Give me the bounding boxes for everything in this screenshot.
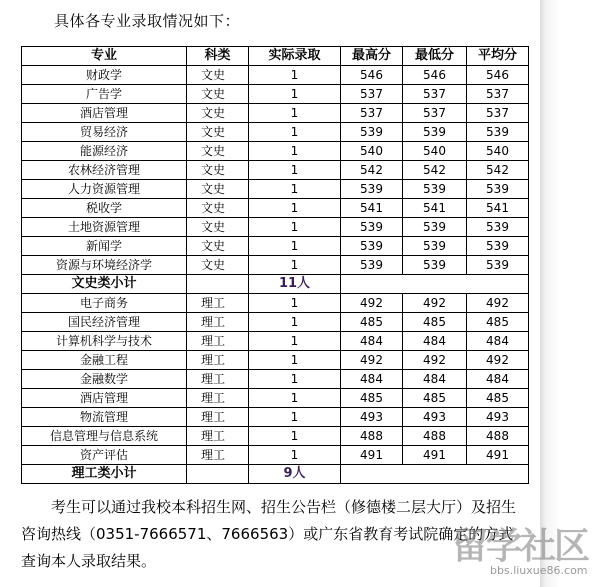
cell-max: 485 — [341, 389, 403, 408]
subtotal-count: 9人 — [249, 465, 341, 484]
cell-count: 1 — [249, 123, 341, 142]
table-row — [22, 180, 529, 199]
cell-min: 539 — [403, 218, 467, 237]
header-type: 科类 — [187, 47, 249, 66]
cell-major: 信息管理与信息系统 — [22, 427, 187, 446]
cell-min: 493 — [403, 408, 467, 427]
table-header-row — [22, 47, 529, 66]
cell-type: 文史 — [187, 142, 249, 161]
cell-avg: 541 — [467, 199, 529, 218]
cell-major: 新闻学 — [22, 237, 187, 256]
cell-major: 税收学 — [22, 199, 187, 218]
cell-type: 文史 — [187, 161, 249, 180]
cell-count: 1 — [249, 446, 341, 465]
cell-type: 理工 — [187, 427, 249, 446]
subtotal-empty — [341, 465, 529, 484]
cell-min: 541 — [403, 199, 467, 218]
table-row — [22, 313, 529, 332]
cell-count: 1 — [249, 256, 341, 275]
cell-avg: 540 — [467, 142, 529, 161]
cell-major: 国民经济管理 — [22, 313, 187, 332]
liberal-subtotal-row — [22, 275, 529, 294]
cell-major: 资产评估 — [22, 446, 187, 465]
cell-type: 文史 — [187, 256, 249, 275]
cell-min: 537 — [403, 104, 467, 123]
cell-major: 土地资源管理 — [22, 218, 187, 237]
cell-avg: 493 — [467, 408, 529, 427]
watermark — [450, 518, 610, 587]
cell-type: 文史 — [187, 123, 249, 142]
cell-major: 电子商务 — [22, 294, 187, 313]
cell-avg: 537 — [467, 104, 529, 123]
table-row — [22, 427, 529, 446]
cell-min: 485 — [403, 389, 467, 408]
cell-count: 1 — [249, 161, 341, 180]
cell-type: 理工 — [187, 389, 249, 408]
cell-min: 488 — [403, 427, 467, 446]
cell-count: 1 — [249, 66, 341, 85]
cell-max: 540 — [341, 142, 403, 161]
header-count: 实际录取 — [249, 47, 341, 66]
cell-min: 492 — [403, 294, 467, 313]
cell-count: 1 — [249, 218, 341, 237]
table-row — [22, 123, 529, 142]
subtotal-count: 11人 — [249, 275, 341, 294]
cell-min: 546 — [403, 66, 467, 85]
cell-max: 539 — [341, 123, 403, 142]
cell-max: 546 — [341, 66, 403, 85]
cell-avg: 539 — [467, 180, 529, 199]
cell-min: 491 — [403, 446, 467, 465]
cell-major: 酒店管理 — [22, 104, 187, 123]
cell-min: 542 — [403, 161, 467, 180]
subtotal-empty — [187, 275, 249, 294]
cell-avg: 485 — [467, 389, 529, 408]
cell-avg: 492 — [467, 294, 529, 313]
cell-avg: 539 — [467, 256, 529, 275]
cell-max: 539 — [341, 237, 403, 256]
cell-max: 539 — [341, 218, 403, 237]
cell-min: 485 — [403, 313, 467, 332]
cell-type: 理工 — [187, 313, 249, 332]
cell-count: 1 — [249, 351, 341, 370]
cell-count: 1 — [249, 142, 341, 161]
table-row — [22, 332, 529, 351]
cell-count: 1 — [249, 180, 341, 199]
cell-major: 广告学 — [22, 85, 187, 104]
cell-min: 537 — [403, 85, 467, 104]
header-max: 最高分 — [341, 47, 403, 66]
table-row — [22, 351, 529, 370]
cell-major: 酒店管理 — [22, 389, 187, 408]
cell-max: 539 — [341, 256, 403, 275]
cell-count: 1 — [249, 427, 341, 446]
table-row — [22, 66, 529, 85]
cell-major: 金融工程 — [22, 351, 187, 370]
cell-count: 1 — [249, 408, 341, 427]
subtotal-empty — [187, 465, 249, 484]
cell-type: 文史 — [187, 180, 249, 199]
table-row — [22, 218, 529, 237]
cell-min: 539 — [403, 123, 467, 142]
table-row — [22, 256, 529, 275]
cell-max: 537 — [341, 104, 403, 123]
cell-count: 1 — [249, 313, 341, 332]
cell-major: 农林经济管理 — [22, 161, 187, 180]
table-row — [22, 104, 529, 123]
cell-avg: 539 — [467, 237, 529, 256]
cell-avg: 492 — [467, 351, 529, 370]
header-major: 专业 — [22, 47, 187, 66]
cell-avg: 485 — [467, 313, 529, 332]
table-row — [22, 199, 529, 218]
cell-max: 484 — [341, 332, 403, 351]
cell-type: 理工 — [187, 408, 249, 427]
table-row — [22, 370, 529, 389]
cell-count: 1 — [249, 85, 341, 104]
cell-avg: 488 — [467, 427, 529, 446]
cell-max: 537 — [341, 85, 403, 104]
watermark-logo: 留学社区 — [452, 526, 589, 567]
table-row — [22, 161, 529, 180]
cell-major: 物流管理 — [22, 408, 187, 427]
cell-max: 492 — [341, 294, 403, 313]
cell-max: 492 — [341, 351, 403, 370]
cell-avg: 542 — [467, 161, 529, 180]
table-row — [22, 408, 529, 427]
cell-min: 484 — [403, 332, 467, 351]
cell-major: 财政学 — [22, 66, 187, 85]
cell-type: 文史 — [187, 66, 249, 85]
cell-type: 理工 — [187, 294, 249, 313]
cell-major: 计算机科学与技术 — [22, 332, 187, 351]
cell-min: 539 — [403, 237, 467, 256]
cell-avg: 484 — [467, 332, 529, 351]
cell-max: 491 — [341, 446, 403, 465]
cell-max: 493 — [341, 408, 403, 427]
subtotal-label: 文史类小计 — [22, 275, 187, 294]
cell-type: 理工 — [187, 332, 249, 351]
cell-min: 484 — [403, 370, 467, 389]
cell-count: 1 — [249, 199, 341, 218]
cell-max: 541 — [341, 199, 403, 218]
cell-count: 1 — [249, 104, 341, 123]
cell-type: 理工 — [187, 351, 249, 370]
admission-table — [21, 46, 529, 484]
header-avg: 平均分 — [467, 47, 529, 66]
watermark-url: bbs.liuxue86.com — [490, 564, 588, 577]
cell-major: 金融数学 — [22, 370, 187, 389]
closing-text: 考生可以通过我校本科招生网、招生公告栏（修德楼二层大厅）及招生咨询热线（0351-7666571、7666563）或广东省教育考试院确定的方式查询本人录取结果。 — [21, 498, 517, 570]
cell-type: 文史 — [187, 237, 249, 256]
cell-count: 1 — [249, 294, 341, 313]
table-row — [22, 389, 529, 408]
intro-text: 具体各专业录取情况如下： — [54, 12, 241, 30]
cell-min: 539 — [403, 256, 467, 275]
cell-avg: 539 — [467, 123, 529, 142]
cell-count: 1 — [249, 389, 341, 408]
cell-avg: 537 — [467, 85, 529, 104]
cell-type: 理工 — [187, 446, 249, 465]
page-shadow — [540, 0, 610, 587]
cell-type: 文史 — [187, 104, 249, 123]
cell-major: 贸易经济 — [22, 123, 187, 142]
table-row — [22, 142, 529, 161]
table-row — [22, 446, 529, 465]
cell-max: 485 — [341, 313, 403, 332]
cell-type: 文史 — [187, 199, 249, 218]
cell-type: 文史 — [187, 218, 249, 237]
cell-min: 540 — [403, 142, 467, 161]
cell-avg: 546 — [467, 66, 529, 85]
table-row — [22, 85, 529, 104]
cell-count: 1 — [249, 370, 341, 389]
cell-type: 文史 — [187, 85, 249, 104]
cell-max: 484 — [341, 370, 403, 389]
cell-avg: 491 — [467, 446, 529, 465]
cell-avg: 484 — [467, 370, 529, 389]
subtotal-label: 理工类小计 — [22, 465, 187, 484]
cell-major: 人力资源管理 — [22, 180, 187, 199]
cell-major: 能源经济 — [22, 142, 187, 161]
cell-count: 1 — [249, 237, 341, 256]
cell-min: 539 — [403, 180, 467, 199]
cell-min: 492 — [403, 351, 467, 370]
cell-major: 资源与环境经济学 — [22, 256, 187, 275]
cell-count: 1 — [249, 332, 341, 351]
cell-type: 理工 — [187, 370, 249, 389]
cell-max: 488 — [341, 427, 403, 446]
subtotal-empty — [341, 275, 529, 294]
table-row — [22, 237, 529, 256]
cell-max: 542 — [341, 161, 403, 180]
science-subtotal-row — [22, 465, 529, 484]
header-min: 最低分 — [403, 47, 467, 66]
table-row — [22, 294, 529, 313]
cell-max: 539 — [341, 180, 403, 199]
cell-avg: 539 — [467, 218, 529, 237]
